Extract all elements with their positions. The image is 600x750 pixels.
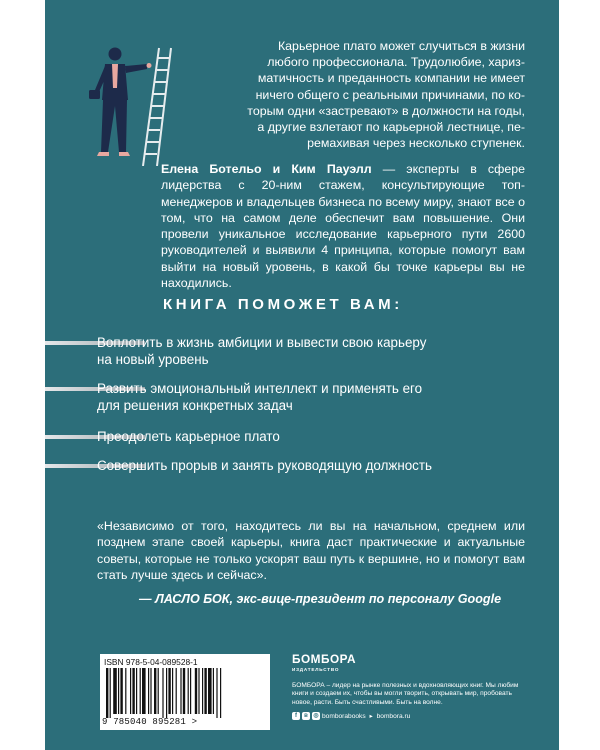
- barcode-icon: [104, 668, 266, 718]
- benefit-text: [97, 457, 497, 474]
- intro-line: ничего общего с реальными причинами, по ко-: [255, 87, 525, 102]
- publisher-links: [292, 712, 524, 720]
- benefit-line: Развить эмоциональный интеллект и применять его: [97, 381, 423, 396]
- barcode-bar: [150, 668, 151, 714]
- barcode-bar: [208, 668, 212, 714]
- barcode-bar: [216, 668, 217, 718]
- barcode-bar: [154, 668, 156, 714]
- link-separator: ▸: [367, 713, 375, 721]
- barcode-bar: [202, 668, 203, 714]
- barcode-bar: [195, 668, 197, 714]
- publisher-block: [292, 652, 524, 720]
- benefit-text: [97, 428, 497, 445]
- businessman-icon: [89, 48, 152, 157]
- barcode-bar: [142, 668, 146, 714]
- isbn-label: ISBN 978-5-04-089528-1: [104, 657, 198, 667]
- intro-line: ремахивая через несколько ступенек.: [307, 136, 525, 151]
- barcode-bar: [136, 668, 137, 714]
- barcode-bar: [120, 668, 122, 714]
- publisher-sub: ИЗДАТЕЛЬСТВО: [292, 667, 340, 672]
- barcode-bar: [213, 668, 214, 714]
- benefit-line: для решения конкретных задач: [97, 398, 293, 413]
- barcode-bar: [168, 668, 170, 714]
- author-names: Елена Ботельо и Ким Пауэлл: [161, 162, 372, 176]
- back-cover: [45, 0, 559, 750]
- barcode-bar: [198, 668, 199, 714]
- facebook-icon[interactable]: f: [292, 712, 300, 720]
- barcode-bar: [220, 668, 221, 718]
- barcode-digits: 9 785040 895281 >: [102, 717, 198, 727]
- barcode-bar: [183, 668, 185, 714]
- barcode-bar: [158, 668, 159, 714]
- benefit-line: Совершить прорыв и занять руководящую должность: [97, 458, 432, 473]
- benefit-text: [97, 380, 497, 414]
- benefit-line: на новый уровень: [97, 352, 209, 367]
- businessman-ladder-illustration: [81, 44, 191, 166]
- barcode-bar: [125, 668, 126, 714]
- intro-line: Карьерное плато может случиться в жизни: [277, 39, 525, 53]
- barcode-bar: [180, 668, 181, 714]
- intro-line: любого профессионала. Трудолюбие, хариз-: [267, 55, 525, 70]
- intro-line: а другие взлетают по карьерной лестнице, пе-: [257, 120, 525, 135]
- barcode-bar: [148, 668, 149, 714]
- publisher-logo: БОМБОРА: [292, 652, 356, 666]
- quote-author: — ЛАСЛО БОК, экс-вице-президент по персоналу Google: [139, 592, 502, 606]
- barcode-bar: [172, 668, 173, 714]
- barcode-bar: [118, 668, 119, 714]
- barcode-bar: [130, 668, 131, 714]
- barcode-bar: [113, 668, 117, 714]
- barcode-bar: [106, 668, 108, 718]
- barcode-bar: [176, 668, 177, 714]
- barcode-bar: [140, 668, 141, 714]
- barcode-bar: [110, 668, 111, 718]
- intro-line: торым одни «застревают» в должности на годы,: [247, 103, 525, 118]
- intro-paragraph: [190, 38, 525, 151]
- instagram-icon[interactable]: ◎: [313, 713, 319, 720]
- testimonial-quote: «Независимо от того, находитесь ли вы на начальном, среднем или позднем этапе своей карьеры, книга даст практические и актуальные советы, которые не только ускорят ваш путь к вершине, но и помогут вам стать лучше здесь и сейчас».: [97, 519, 525, 582]
- vk-icon[interactable]: в: [302, 712, 310, 720]
- barcode-block: [100, 654, 270, 730]
- benefit-line: Воплотить в жизнь амбиции и вывести свою карьеру: [97, 335, 427, 350]
- intro-line: матичность и преданность компании не имеет: [257, 71, 525, 86]
- publisher-site-link[interactable]: bombora.ru: [376, 712, 411, 720]
- helps-heading: КНИГА ПОМОЖЕТ ВАМ:: [163, 296, 403, 313]
- barcode-bar: [190, 668, 191, 714]
- barcode-bar: [188, 668, 189, 714]
- benefit-text: [97, 334, 497, 368]
- benefit-line: Преодолеть карьерное плато: [97, 429, 280, 444]
- barcode-bar: [162, 668, 163, 718]
- authors-paragraph: [161, 161, 525, 291]
- publisher-description: БОМБОРА – лидер на рынке полезных и вдохновляющих книг. Мы любим книги и создаем их, чтобы вы могли творить, открывать мир, пробовать новое, расти. Быть счастливыми. Быть на волне.: [292, 682, 519, 706]
- barcode-bar: [166, 668, 167, 718]
- barcode-bar: [132, 668, 134, 714]
- barcode-bar: [204, 668, 206, 714]
- authors-text: — эксперты в сфере лидерства с 20-ним стажем, консультирующие топ-менеджеров и владельцев бизнеса по всему миру, знают все о том, что на самом деле обеспечит вам повышение. Они провели уникальное исследование карьерного пути 2600 руководителей и выявили 4 принципа, которые помогут вам выйти на новый уровень, в какой бы точке карьеры вы не находились.: [161, 162, 525, 291]
- social-handle[interactable]: bomborabooks: [322, 712, 366, 720]
